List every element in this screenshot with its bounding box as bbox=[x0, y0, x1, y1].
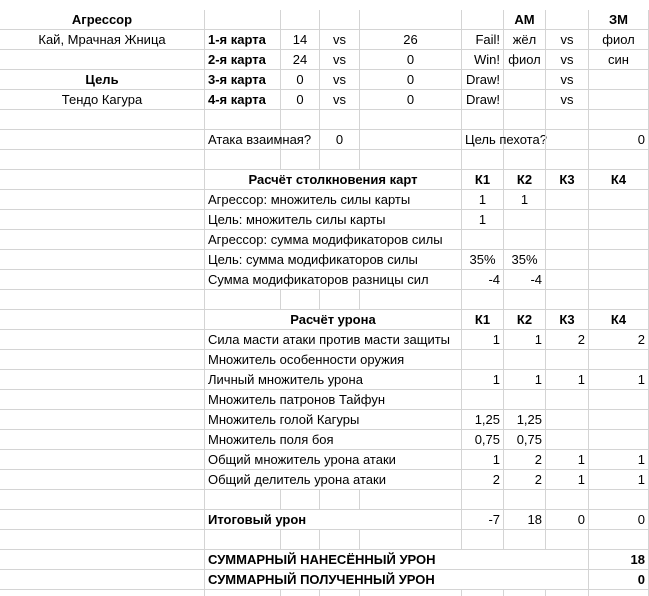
cell[interactable] bbox=[0, 130, 205, 150]
cell[interactable]: Win! bbox=[462, 50, 504, 70]
cell[interactable] bbox=[320, 530, 360, 550]
cell[interactable]: Цель: множитель силы карты bbox=[205, 210, 462, 230]
cell[interactable]: vs bbox=[546, 30, 589, 50]
cell[interactable] bbox=[589, 270, 649, 290]
cell[interactable] bbox=[360, 290, 462, 310]
cell[interactable]: фиол bbox=[504, 50, 546, 70]
cell[interactable] bbox=[0, 230, 205, 250]
cell[interactable] bbox=[360, 590, 462, 596]
cell[interactable]: К1 bbox=[462, 310, 504, 330]
cell[interactable] bbox=[504, 110, 546, 130]
cell[interactable] bbox=[462, 530, 504, 550]
cell[interactable]: 26 bbox=[360, 30, 462, 50]
cell[interactable]: 1 bbox=[546, 470, 589, 490]
cell[interactable]: 4-я карта bbox=[205, 90, 281, 110]
cell[interactable] bbox=[546, 530, 589, 550]
cell[interactable]: 1-я карта bbox=[205, 30, 281, 50]
cell[interactable] bbox=[504, 70, 546, 90]
cell[interactable]: vs bbox=[546, 50, 589, 70]
cell[interactable]: К2 bbox=[504, 310, 546, 330]
cell[interactable] bbox=[504, 490, 546, 510]
cell[interactable]: 35% bbox=[462, 250, 504, 270]
cell[interactable] bbox=[462, 110, 504, 130]
cell[interactable] bbox=[546, 490, 589, 510]
cell[interactable] bbox=[546, 270, 589, 290]
cell[interactable] bbox=[360, 150, 462, 170]
cell[interactable]: Цель: сумма модификаторов силы bbox=[205, 250, 462, 270]
cell[interactable]: 1 bbox=[589, 450, 649, 470]
cell[interactable] bbox=[504, 90, 546, 110]
cell[interactable]: 3-я карта bbox=[205, 70, 281, 90]
cell[interactable]: 2 bbox=[589, 330, 649, 350]
cell[interactable] bbox=[0, 150, 205, 170]
cell[interactable] bbox=[546, 430, 589, 450]
cell[interactable] bbox=[360, 10, 462, 30]
cell[interactable] bbox=[320, 490, 360, 510]
cell[interactable]: 0 bbox=[360, 70, 462, 90]
cell[interactable] bbox=[589, 590, 649, 596]
cell[interactable] bbox=[504, 210, 546, 230]
cell[interactable] bbox=[546, 210, 589, 230]
cell[interactable]: Личный множитель урона bbox=[205, 370, 462, 390]
cell[interactable]: 2 bbox=[462, 470, 504, 490]
cell[interactable] bbox=[546, 410, 589, 430]
cell[interactable]: 1 bbox=[462, 210, 504, 230]
cell[interactable]: vs bbox=[546, 90, 589, 110]
cell[interactable]: Draw! bbox=[462, 70, 504, 90]
cell[interactable]: К1 bbox=[462, 170, 504, 190]
cell[interactable] bbox=[281, 110, 320, 130]
cell[interactable]: 35% bbox=[504, 250, 546, 270]
cell[interactable] bbox=[504, 590, 546, 596]
cell[interactable] bbox=[504, 390, 546, 410]
cell[interactable] bbox=[546, 190, 589, 210]
cell[interactable] bbox=[589, 70, 649, 90]
cell[interactable]: 1 bbox=[589, 370, 649, 390]
cell[interactable] bbox=[589, 230, 649, 250]
cell[interactable] bbox=[462, 490, 504, 510]
cell[interactable]: Кай, Мрачная Жница bbox=[0, 30, 205, 50]
cell[interactable]: 0 bbox=[546, 510, 589, 530]
cell[interactable]: -4 bbox=[504, 270, 546, 290]
cell[interactable]: 2-я карта bbox=[205, 50, 281, 70]
cell[interactable]: -4 bbox=[462, 270, 504, 290]
cell[interactable] bbox=[0, 590, 205, 596]
cell[interactable]: 18 bbox=[504, 510, 546, 530]
cell[interactable] bbox=[589, 410, 649, 430]
cell[interactable] bbox=[205, 530, 281, 550]
cell[interactable]: Агрессор bbox=[0, 10, 205, 30]
cell[interactable]: Множитель поля боя bbox=[205, 430, 462, 450]
cell[interactable] bbox=[462, 350, 504, 370]
cell[interactable] bbox=[205, 10, 281, 30]
cell[interactable] bbox=[589, 250, 649, 270]
cell[interactable]: 0 bbox=[589, 510, 649, 530]
cell[interactable] bbox=[546, 350, 589, 370]
cell[interactable] bbox=[0, 190, 205, 210]
cell[interactable] bbox=[589, 190, 649, 210]
cell[interactable]: Агрессор: сумма модификаторов силы bbox=[205, 230, 462, 250]
cell[interactable] bbox=[504, 530, 546, 550]
cell[interactable]: 1,25 bbox=[504, 410, 546, 430]
cell[interactable]: 2 bbox=[546, 330, 589, 350]
cell[interactable] bbox=[462, 230, 504, 250]
cell[interactable]: К3 bbox=[546, 310, 589, 330]
cell[interactable] bbox=[546, 250, 589, 270]
cell[interactable]: Множитель патронов Тайфун bbox=[205, 390, 462, 410]
cell[interactable]: Fail! bbox=[462, 30, 504, 50]
cell[interactable] bbox=[0, 470, 205, 490]
cell[interactable] bbox=[546, 130, 589, 150]
cell[interactable]: vs bbox=[320, 30, 360, 50]
cell[interactable] bbox=[0, 350, 205, 370]
cell[interactable]: син bbox=[589, 50, 649, 70]
cell[interactable]: К4 bbox=[589, 170, 649, 190]
cell[interactable]: СУММАРНЫЙ ПОЛУЧЕННЫЙ УРОН bbox=[205, 570, 589, 590]
cell[interactable] bbox=[0, 50, 205, 70]
cell[interactable] bbox=[589, 530, 649, 550]
cell[interactable] bbox=[0, 170, 205, 190]
cell[interactable]: Расчёт столкновения карт bbox=[205, 170, 462, 190]
cell[interactable]: 2 bbox=[504, 450, 546, 470]
cell[interactable] bbox=[320, 110, 360, 130]
cell[interactable] bbox=[504, 290, 546, 310]
cell[interactable] bbox=[0, 410, 205, 430]
cell[interactable]: 0 bbox=[320, 130, 360, 150]
cell[interactable] bbox=[281, 130, 320, 150]
cell[interactable] bbox=[0, 510, 205, 530]
cell[interactable] bbox=[0, 370, 205, 390]
cell[interactable] bbox=[281, 590, 320, 596]
cell[interactable] bbox=[0, 290, 205, 310]
cell[interactable]: СУММАРНЫЙ НАНЕСЁННЫЙ УРОН bbox=[205, 550, 589, 570]
cell[interactable] bbox=[546, 290, 589, 310]
cell[interactable]: 1 bbox=[546, 450, 589, 470]
cell[interactable]: Сила масти атаки против масти защиты bbox=[205, 330, 462, 350]
cell[interactable] bbox=[589, 150, 649, 170]
cell[interactable]: Сумма модификаторов разницы сил bbox=[205, 270, 462, 290]
cell[interactable]: 1,25 bbox=[462, 410, 504, 430]
cell[interactable] bbox=[504, 350, 546, 370]
cell[interactable] bbox=[589, 210, 649, 230]
cell[interactable] bbox=[281, 490, 320, 510]
cell[interactable]: 1 bbox=[589, 470, 649, 490]
cell[interactable] bbox=[0, 570, 205, 590]
cell[interactable] bbox=[462, 390, 504, 410]
cell[interactable]: Тендо Кагура bbox=[0, 90, 205, 110]
cell[interactable]: 1 bbox=[546, 370, 589, 390]
cell[interactable] bbox=[462, 590, 504, 596]
cell[interactable]: 0 bbox=[281, 70, 320, 90]
cell[interactable] bbox=[360, 530, 462, 550]
cell[interactable] bbox=[546, 230, 589, 250]
cell[interactable] bbox=[462, 150, 504, 170]
cell[interactable]: 1 bbox=[462, 330, 504, 350]
cell[interactable]: фиол bbox=[589, 30, 649, 50]
cell[interactable] bbox=[281, 530, 320, 550]
cell[interactable]: 0 bbox=[360, 50, 462, 70]
cell[interactable]: Draw! bbox=[462, 90, 504, 110]
cell[interactable] bbox=[589, 290, 649, 310]
cell[interactable]: vs bbox=[320, 70, 360, 90]
cell[interactable] bbox=[0, 490, 205, 510]
cell[interactable]: К3 bbox=[546, 170, 589, 190]
cell[interactable]: 0 bbox=[589, 130, 649, 150]
cell[interactable] bbox=[205, 490, 281, 510]
cell[interactable]: 24 bbox=[281, 50, 320, 70]
cell[interactable]: АМ bbox=[504, 10, 546, 30]
cell[interactable] bbox=[205, 590, 281, 596]
cell[interactable] bbox=[0, 250, 205, 270]
cell[interactable]: 0 bbox=[589, 570, 649, 590]
cell[interactable] bbox=[0, 430, 205, 450]
cell[interactable] bbox=[589, 90, 649, 110]
cell[interactable]: 14 bbox=[281, 30, 320, 50]
cell[interactable]: 0,75 bbox=[462, 430, 504, 450]
cell[interactable] bbox=[546, 110, 589, 130]
cell[interactable] bbox=[0, 310, 205, 330]
cell[interactable]: жёл bbox=[504, 30, 546, 50]
cell[interactable] bbox=[205, 290, 281, 310]
cell[interactable]: Итоговый урон bbox=[205, 510, 462, 530]
cell[interactable]: 2 bbox=[504, 470, 546, 490]
cell[interactable]: Множитель особенности оружия bbox=[205, 350, 462, 370]
cell[interactable]: Атака взаимная? bbox=[205, 130, 281, 150]
cell[interactable]: vs bbox=[320, 90, 360, 110]
cell[interactable]: ЗМ bbox=[589, 10, 649, 30]
cell[interactable]: Множитель голой Кагуры bbox=[205, 410, 462, 430]
cell[interactable]: 1 bbox=[504, 330, 546, 350]
cell[interactable]: Общий множитель урона атаки bbox=[205, 450, 462, 470]
cell[interactable] bbox=[589, 390, 649, 410]
cell[interactable] bbox=[360, 490, 462, 510]
cell[interactable]: -7 bbox=[462, 510, 504, 530]
cell[interactable] bbox=[546, 590, 589, 596]
cell[interactable]: Расчёт урона bbox=[205, 310, 462, 330]
cell[interactable] bbox=[320, 10, 360, 30]
cell[interactable]: Общий делитель урона атаки bbox=[205, 470, 462, 490]
cell[interactable] bbox=[589, 430, 649, 450]
cell[interactable] bbox=[0, 550, 205, 570]
cell[interactable] bbox=[320, 290, 360, 310]
cell[interactable] bbox=[0, 530, 205, 550]
cell[interactable] bbox=[281, 150, 320, 170]
cell[interactable] bbox=[462, 290, 504, 310]
cell[interactable]: 0 bbox=[360, 90, 462, 110]
cell[interactable]: 1 bbox=[504, 190, 546, 210]
cell[interactable] bbox=[205, 150, 281, 170]
cell[interactable] bbox=[281, 10, 320, 30]
cell[interactable]: 18 bbox=[589, 550, 649, 570]
cell[interactable] bbox=[281, 290, 320, 310]
cell[interactable]: 1 bbox=[462, 370, 504, 390]
cell[interactable] bbox=[589, 490, 649, 510]
cell[interactable] bbox=[360, 130, 462, 150]
cell[interactable] bbox=[205, 110, 281, 130]
cell[interactable]: 0,75 bbox=[504, 430, 546, 450]
cell[interactable] bbox=[504, 230, 546, 250]
cell[interactable]: К2 bbox=[504, 170, 546, 190]
cell[interactable] bbox=[320, 590, 360, 596]
cell[interactable]: К4 bbox=[589, 310, 649, 330]
cell[interactable]: 0 bbox=[281, 90, 320, 110]
cell[interactable]: Цель bbox=[0, 70, 205, 90]
cell[interactable] bbox=[589, 110, 649, 130]
cell[interactable] bbox=[0, 450, 205, 470]
cell[interactable]: 1 bbox=[462, 190, 504, 210]
cell[interactable] bbox=[0, 110, 205, 130]
cell[interactable] bbox=[546, 390, 589, 410]
cell[interactable] bbox=[0, 330, 205, 350]
cell[interactable]: 1 bbox=[462, 450, 504, 470]
cell[interactable] bbox=[462, 10, 504, 30]
cell[interactable] bbox=[504, 130, 546, 150]
cell[interactable]: 1 bbox=[504, 370, 546, 390]
cell[interactable] bbox=[546, 10, 589, 30]
cell[interactable] bbox=[504, 150, 546, 170]
cell[interactable] bbox=[0, 390, 205, 410]
cell[interactable] bbox=[360, 110, 462, 130]
cell[interactable] bbox=[589, 350, 649, 370]
cell[interactable] bbox=[0, 210, 205, 230]
cell[interactable] bbox=[0, 270, 205, 290]
cell[interactable]: vs bbox=[320, 50, 360, 70]
cell[interactable]: Цель пехота? bbox=[462, 130, 504, 150]
cell[interactable]: Агрессор: множитель силы карты bbox=[205, 190, 462, 210]
cell[interactable] bbox=[546, 150, 589, 170]
cell[interactable]: vs bbox=[546, 70, 589, 90]
cell[interactable] bbox=[320, 150, 360, 170]
